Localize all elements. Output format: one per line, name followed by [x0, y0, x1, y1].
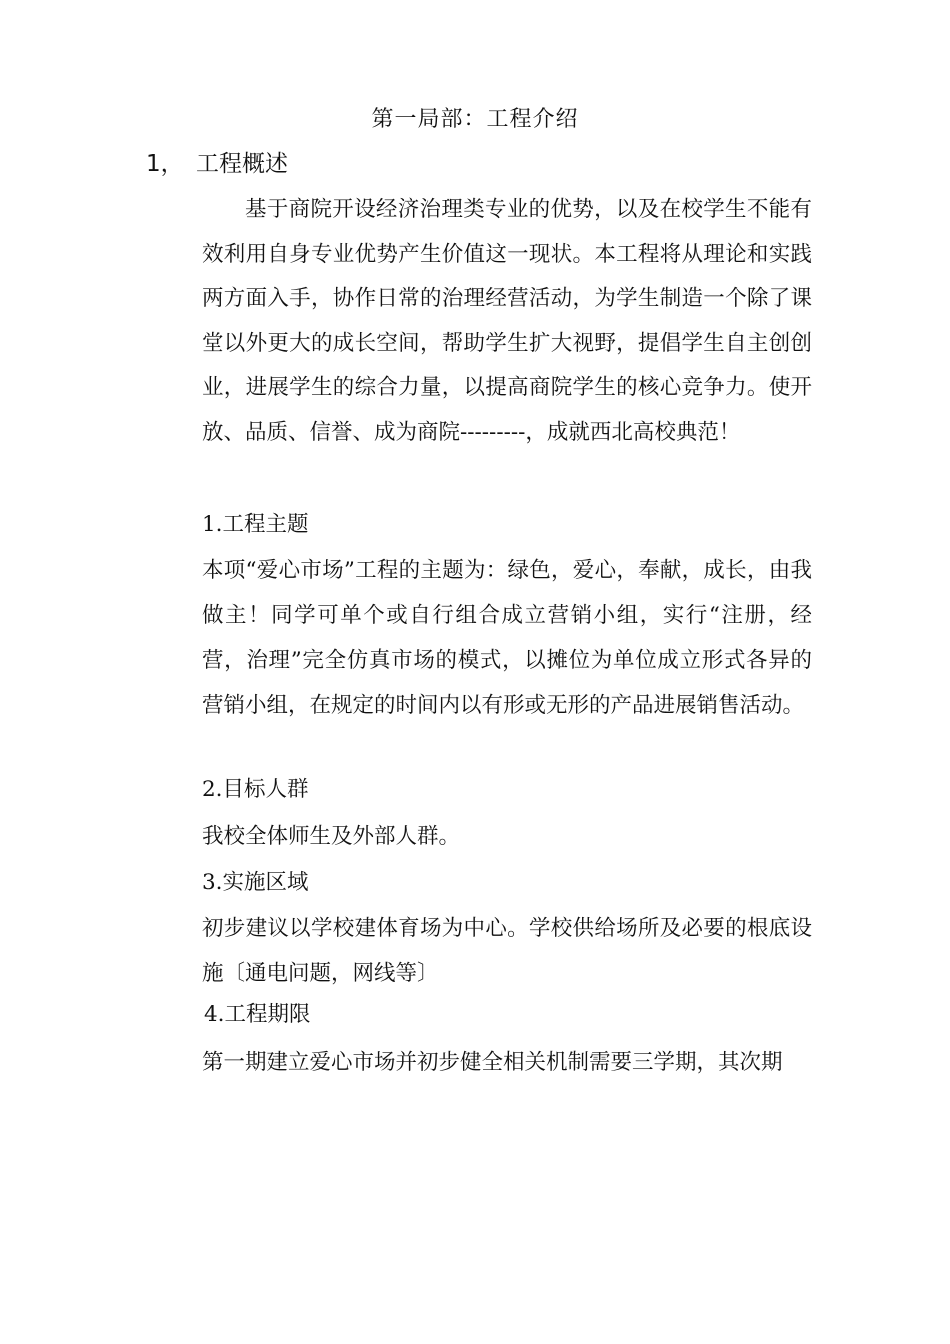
- section-title: 工程概述: [196, 151, 288, 177]
- item-body-period: 第一期建立爱心市场并初步健全相关机制需要三学期，其次期: [202, 1050, 783, 1075]
- item-body-theme-block: [202, 548, 812, 728]
- item-heading-audience: 2.目标人群: [202, 777, 309, 802]
- item-body-period-block: [202, 1040, 812, 1085]
- item-body-audience: 我校全体师生及外部人群。: [202, 824, 461, 849]
- page-title: 第一局部：工程介绍: [371, 107, 579, 132]
- overview-paragraph: 基于商院开设经济治理类专业的优势，以及在校学生不能有效利用自身专业优势产生价值这一现状。本工程将从理论和实践两方面入手，协作日常的治理经营活动，为学生制造一个除了课堂以外更大的成长空间，帮助学生扩大视野，提倡学生自主创创业，进展学生的综合力量，以提高商院学生的核心竞争力。使开放、品质、信誉、成为商院---------，成就西北高校典范！: [202, 197, 812, 445]
- item-body-area-block: [202, 906, 812, 996]
- item-body-theme: 本项“爱心市场”工程的主题为：绿色，爱心，奉献，成长，由我做主！同学可单个或自行组合成立营销小组，实行“注册，经营，治理”完全仿真市场的模式，以摊位为单位成立形式各异的营销小组，在规定的时间内以有形或无形的产品进展销售活动。: [202, 558, 812, 718]
- section-heading: [146, 144, 288, 184]
- item-body-audience-block: [202, 814, 812, 859]
- overview-block: [202, 188, 812, 455]
- item-body-area: 初步建议以学校建体育场为中心。学校供给场所及必要的根底设施〔通电问题，网线等〕: [202, 916, 812, 986]
- item-heading-area: 3.实施区域: [202, 870, 309, 895]
- section-number: 1，: [146, 151, 184, 177]
- item-heading-theme: 1.工程主题: [202, 512, 309, 537]
- item-heading-period: 4.工程期限: [204, 1002, 311, 1027]
